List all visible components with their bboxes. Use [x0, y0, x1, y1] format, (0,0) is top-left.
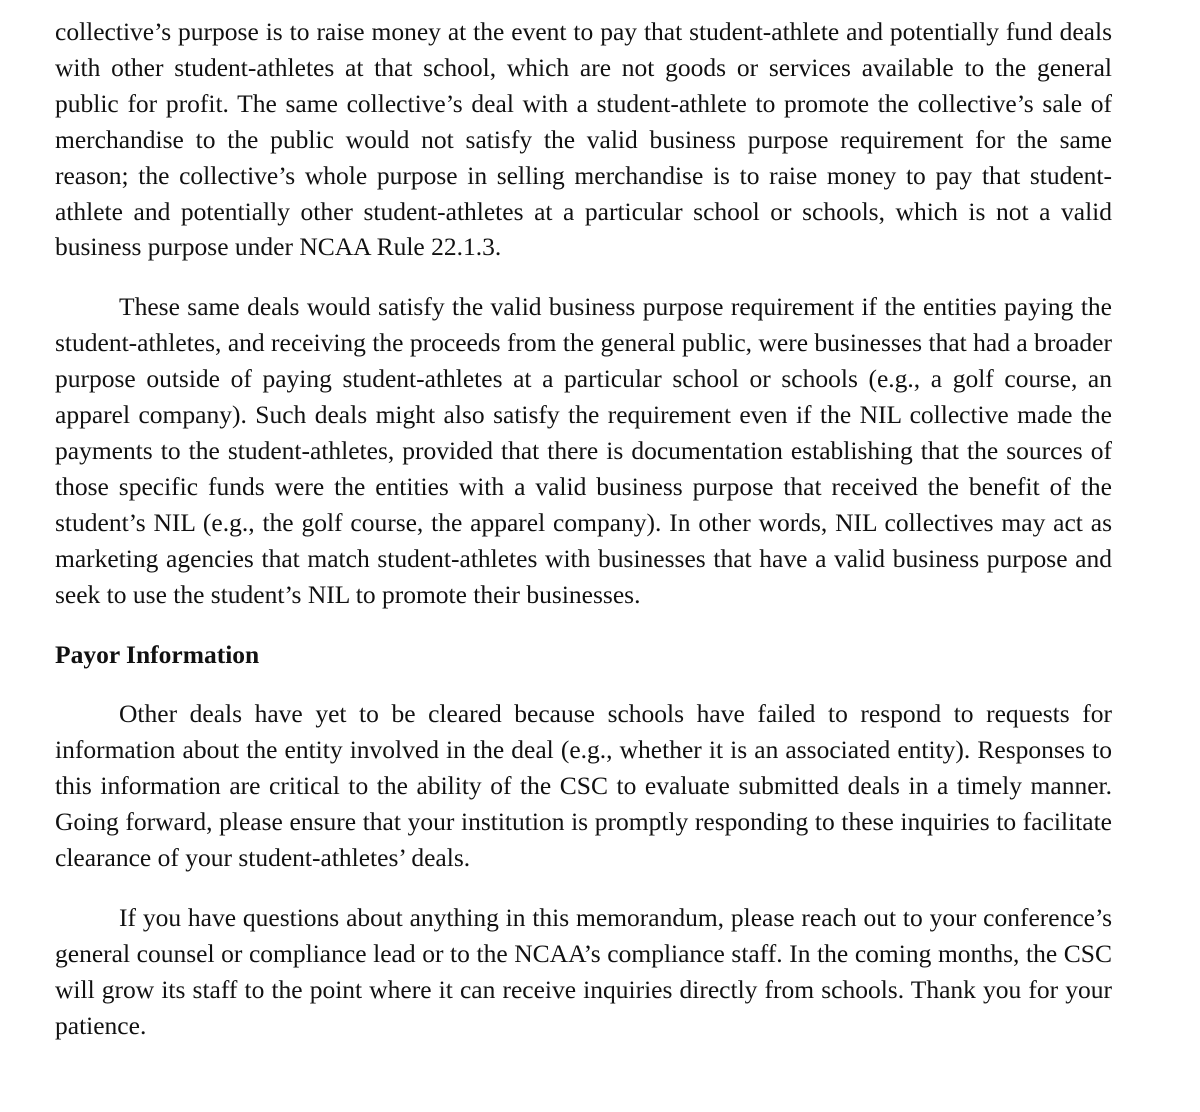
section-heading-payor-information: Payor Information [55, 639, 260, 669]
paragraph-valid-business-purpose: These same deals would satisfy the valid business purpose requirement if the entities paying the student-athletes, and receiving the proceeds from the general public, were businesses that had a broader purpose outside of paying student-athletes at a particular school or schools (e.g., a golf course, an apparel company). Such deals might also satisfy the requirement even if the NIL collective made the payments to the student-athletes, provided that there is documentation establishing that the sources of those specific funds were the entities with a valid business purpose that received the benefit of the student’s NIL (e.g., the golf course, the apparel company). In other words, NIL collectives may act as marketing agencies that match student-athletes with businesses that have a valid business purpose and seek to use the student’s NIL to promote their businesses. [55, 292, 1112, 609]
paragraph-collective-purpose: collective’s purpose is to raise money at the event to pay that student-athlete and potentially fund deals with other student-athletes at that school, which are not goods or services available to the general public for profit. The same collective’s deal with a student-athlete to promote the collective’s sale of merchandise to the public would not satisfy the valid business purpose requirement for the same reason; the collective’s whole purpose in selling merchandise is to raise money to pay that student-athlete and potentially other student-athletes at a particular school or schools, which is not a valid business purpose under NCAA Rule 22.1.3. [55, 17, 1112, 262]
paragraph-payor-information: Other deals have yet to be cleared because schools have failed to respond to requests for information about the entity involved in the deal (e.g., whether it is an associated entity). Responses to this information are critical to the ability of the CSC to evaluate submitted deals in a timely manner. Going forward, please ensure that your institution is promptly responding to these inquiries to facilitate clearance of your student-athletes’ deals. [55, 699, 1112, 873]
paragraph-closing: If you have questions about anything in this memorandum, please reach out to your conference’s general counsel or compliance lead or to the NCAA’s compliance staff. In the coming months, the CSC will grow its staff to the point where it can receive inquiries directly from schools. Thank you for your patience. [55, 902, 1112, 1040]
document-page [55, 14, 1112, 1044]
